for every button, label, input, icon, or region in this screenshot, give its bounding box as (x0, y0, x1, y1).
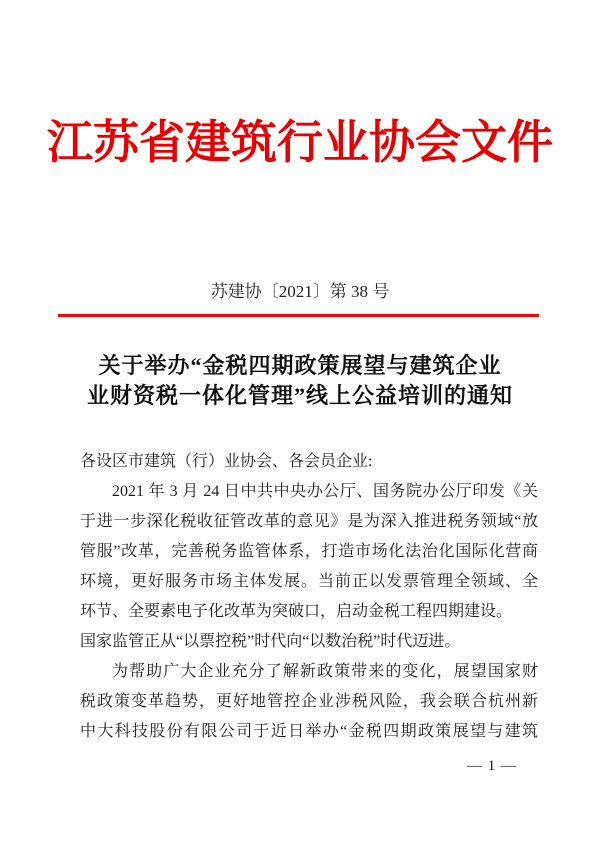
letterhead-title: 江苏省建筑行业协会文件 (47, 117, 553, 168)
body-line: 为帮助广大企业充分了解新政策带来的变化，展望国家财 (112, 663, 538, 680)
body-line: 于进一步深化税收征管改革的意见》是为深入推进税务领域“放 (80, 513, 538, 530)
salutation-line: 各设区市建筑（行）业协会、各会员企业: (80, 453, 373, 470)
red-separator-rule (58, 314, 539, 317)
document-body (80, 447, 538, 747)
body-line: 税政策变革趋势，更好地管控企业涉税风险，我会联合杭州新 (80, 693, 538, 710)
document-title-line-1: 关于举办“金税四期政策展望与建筑企业 (98, 353, 502, 378)
document-title (0, 351, 600, 411)
body-line: 环境，更好服务市场主体发展。当前正以发票管理全领域、全 (80, 573, 538, 590)
body-line: 国家监管正从“以票控税”时代向“以数治税”时代迈进。 (80, 633, 461, 650)
body-line: 中大科技股份有限公司于近日举办“金税四期政策展望与建筑 (80, 723, 538, 740)
doc-number: 苏建协〔2021〕第 38 号 (210, 282, 390, 301)
document-title-line-2: 业财资税一体化管理”线上公益培训的通知 (86, 383, 513, 408)
body-line: 管服”改革，完善税务监管体系，打造市场化法治化国际化营商 (80, 543, 538, 560)
body-line: 2021 年 3 月 24 日中共中央办公厅、国务院办公厅印发《关 (112, 483, 538, 500)
page-number: — 1 — (467, 758, 517, 774)
body-line: 环节、全要素电子化改革为突破口，启动金税工程四期建设。 (80, 603, 513, 620)
